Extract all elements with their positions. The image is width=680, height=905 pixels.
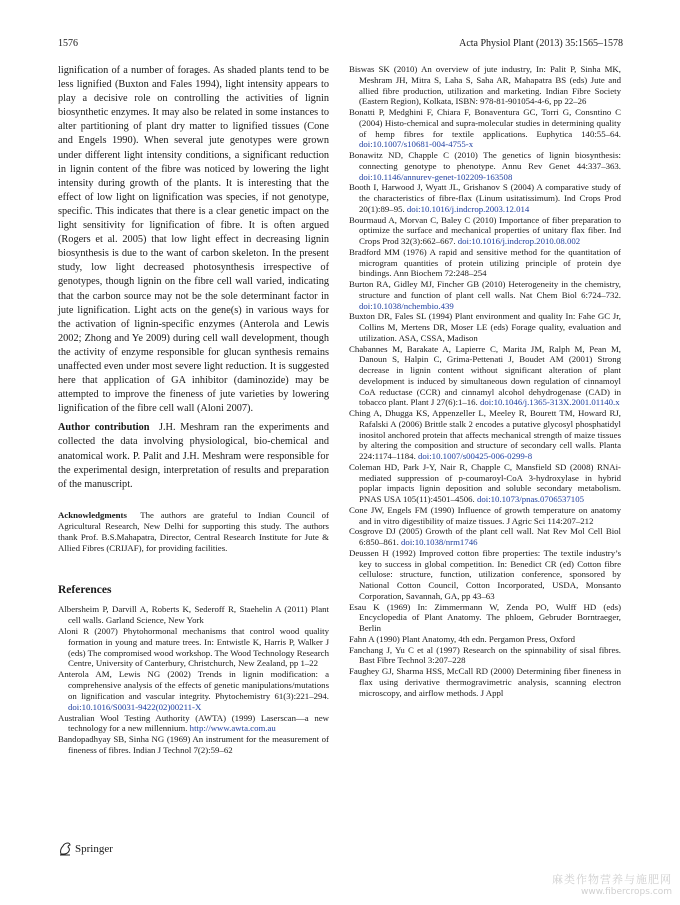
reference-text: Bonatti P, Medghini F, Chiara F, Bonaventura GC, Torri G, Consntino C (2004) Histo-chemical and supra-molecular studies in determining quality of hemp fibres for textile applications. Euphytica 140:55–64. bbox=[349, 107, 621, 139]
page-number: 1576 bbox=[58, 38, 78, 49]
reference-text: Booth I, Harwood J, Wyatt JL, Grishanov S (2004) A comparative study of the characteristics of fibre-flax (Linum usitatissimum). Ind Crops Prod 20(1):89–95. bbox=[349, 182, 621, 214]
reference-text: Aloni R (2007) Phytohormonal mechanisms that control wood quality formation in young and mature trees. In: Entwistle K, Harris P, Walker J (eds) The compromised wood workshop. The Wood Technology Research Centre, University of Canterbury, Christchurch, New Zealand, pp 1–22 bbox=[58, 625, 329, 669]
reference-text: Fanchang J, Yu C et al (1997) Research on the spinnability of sisal fibres. Bast Fibre Technol 3:207–228 bbox=[349, 644, 621, 666]
reference-text: Bourmaud A, Morvan C, Baley C (2010) Importance of fiber preparation to optimize the surface and mechanical properties of unitary flax fiber. Ind Crops Prod 32(3):662–667. bbox=[349, 214, 621, 246]
reference-entry bbox=[349, 150, 621, 182]
springer-logo bbox=[58, 841, 113, 856]
reference-doi-link[interactable]: http://www.awta.com.au bbox=[189, 723, 276, 734]
reference-doi-link[interactable]: doi:10.1007/s00425-006-0299-8 bbox=[417, 451, 533, 461]
references-heading: References bbox=[58, 584, 112, 597]
author-contribution-label: Author contribution bbox=[58, 422, 150, 434]
watermark-url: www.fibercrops.com bbox=[581, 887, 672, 897]
reference-doi-link[interactable]: doi:10.1046/j.1365-313X.2001.01140.x bbox=[479, 397, 620, 408]
reference-entry bbox=[349, 666, 621, 698]
references-list-right bbox=[349, 64, 621, 698]
running-head: Acta Physiol Plant (2013) 35:1565–1578 bbox=[459, 38, 623, 49]
acknowledgments bbox=[58, 510, 329, 554]
reference-text: Cone JW, Engels FM (1990) Influence of growth temperature on anatomy and in vitro digestibility of maize tissues. J Agric Sci 114:207–212 bbox=[349, 504, 621, 526]
reference-text: Bandopadhyay SB, Sinha NG (1969) An instrument for the measurement of fineness of fibres. Indian J Technol 7(2):59–62 bbox=[58, 734, 329, 756]
reference-text: Biswas SK (2010) An overview of jute industry, In: Palit P, Sinha MK, Meshram JH, Mitra S, Laha S, Saha AR, Mahapatra BS (eds) Jute and allied fibre production, utilization and marketing. Indian Fibre Society (Eastern Region), Kolkata, ISBN: 978-81-901054-4-6, pp 22–26 bbox=[349, 64, 621, 107]
reference-text: Faughey GJ, Sharma HSS, McCall RD (2000) Determining fiber fineness in flax using derivative thermogravimetric analysis, scanning electron microscopy, and airflow methods. J Appl bbox=[349, 666, 621, 698]
reference-entry bbox=[58, 713, 329, 735]
reference-doi-link[interactable]: doi:10.1038/nrm1746 bbox=[401, 537, 478, 547]
reference-text: Coleman HD, Park J-Y, Nair R, Chapple C, Mansfield SD (2008) RNAi-mediated suppression of p-coumaroyl-CoA 3-hydroxylase in hybrid poplar impacts lignin deposition and soluble secondary metabolism. PNAS USA 105(11):4501–4506. bbox=[349, 461, 621, 504]
reference-text: Albersheim P, Darvill A, Roberts K, Sederoff R, Staehelin A (2011) Plant cell walls. Garland Science, New York bbox=[58, 604, 329, 626]
reference-entry bbox=[349, 526, 621, 548]
reference-entry bbox=[349, 279, 621, 311]
reference-text: Chabannes M, Barakate A, Lapierre C, Marita JM, Ralph M, Pean M, Danoun S, Halpin C, Grima-Pettenati J, Boudet AM (2001) Strong decrease in lignin content without significant alteration of plant development is induced by simultaneous down regulation of cinnamoyl CoA reductase (CCR) and cinnamyl alcohol dehydrogenase (CAD) in tobacco plant. Plant J 27(6):1–16. bbox=[349, 343, 621, 408]
reference-text: Deussen H (1992) Improved cotton fibre properties: The textile industry’s key to success in global competition. In: Benedict CR (ed) Cotton fibre cellulose: structure, function, utilization conference, sponsored by National Cotton Council, Cotton Incorporated, USDA, Monsanto Corporation, Savannah, GA, pp 43–63 bbox=[349, 547, 621, 601]
reference-entry bbox=[349, 505, 621, 527]
left-column bbox=[58, 64, 329, 756]
reference-text: Bradford MM (1976) A rapid and sensitive method for the quantitation of microgram quantities of protein utilizing principle of protein dye bindings. Ann Biochem 72:248–254 bbox=[349, 246, 621, 279]
reference-entry bbox=[58, 626, 329, 669]
right-column bbox=[349, 64, 621, 698]
springer-label: Springer bbox=[75, 842, 113, 855]
reference-entry bbox=[349, 107, 621, 150]
watermark bbox=[552, 871, 672, 897]
reference-entry bbox=[349, 311, 621, 343]
watermark-cn: 麻类作物营养与施肥网 bbox=[552, 873, 672, 886]
reference-entry bbox=[349, 634, 621, 645]
springer-horse-icon bbox=[58, 841, 72, 856]
reference-text: Fahn A (1990) Plant Anatomy, 4th edn. Pergamon Press, Oxford bbox=[349, 633, 576, 644]
reference-doi-link[interactable]: doi:10.1007/s10681-004-4755-x bbox=[359, 139, 474, 150]
reference-entry bbox=[349, 548, 621, 602]
reference-text: Buxton DR, Fales SL (1994) Plant environment and quality In: Fahe GC Jr, Collins M, Mertens DR, Moser LE (eds) Forage quality, evaluation and utilization. ASA, CSSA, Madison bbox=[349, 311, 621, 343]
acknowledgments-text: The authors are grateful to Indian Council of Agricultural Research, New Delhi for supporting this study. The authors thank Prof. B.S.Mahapatra, Director, Central Research Institute for Jute & Allied Fibres (CRIJAF), for providing facilities. bbox=[58, 509, 329, 554]
reference-doi-link[interactable]: doi:10.1016/j.indcrop.2003.12.014 bbox=[406, 203, 530, 214]
reference-text: Cosgrove DJ (2005) Growth of the plant cell wall. Nat Rev Mol Cell Biol 6:850–861. bbox=[349, 526, 621, 547]
reference-entry bbox=[349, 247, 621, 279]
author-contribution-text: J.H. Meshram ran the experiments and collected the data involving physiological, bio-chemical and anatomical work. P. Palit and J.H. Meshram were responsible for the experimental design, interpretation of results and preparation of the manuscript. bbox=[58, 422, 329, 490]
reference-doi-link[interactable]: doi:10.1038/nchembio.439 bbox=[359, 300, 454, 311]
reference-entry bbox=[349, 64, 621, 107]
reference-entry bbox=[349, 408, 621, 462]
reference-entry bbox=[349, 602, 621, 634]
reference-doi-link[interactable]: doi:10.1146/annurev-genet-102209-163508 bbox=[359, 171, 513, 182]
reference-text: Burton RA, Gidley MJ, Fincher GB (2010) Heterogeneity in the chemistry, structure and function of plant cell walls. Nat Chem Biol 6:724–732. bbox=[349, 279, 621, 300]
acknowledgments-label: Acknowledgments bbox=[58, 509, 127, 520]
reference-entry bbox=[58, 604, 329, 626]
reference-entry bbox=[58, 669, 329, 712]
reference-doi-link[interactable]: doi:10.1016/j.indcrop.2010.08.002 bbox=[457, 236, 581, 246]
reference-entry bbox=[349, 462, 621, 505]
reference-entry bbox=[58, 734, 329, 756]
reference-entry bbox=[349, 645, 621, 667]
author-contribution bbox=[58, 421, 329, 491]
reference-text: Esau K (1969) In: Zimmermann W, Zenda PO, Wulff HD (eds) Encyclopedia of Plant Anatomy. The phloem, Gebruder Borntraeger, Berlin bbox=[349, 601, 621, 633]
reference-entry bbox=[349, 344, 621, 409]
references-list-left bbox=[58, 604, 329, 756]
reference-text: Australian Wool Testing Authority (AWTA) (1999) Laserscan—a new technology for a new millennium. bbox=[58, 712, 329, 734]
reference-doi-link[interactable]: doi:10.1073/pnas.0706537105 bbox=[476, 494, 584, 504]
reference-entry bbox=[349, 182, 621, 214]
reference-text: Bonawitz ND, Chapple C (2010) The genetics of lignin biosynthesis: connecting genotype to phenotype. Annu Rev Genet 44:337–363. bbox=[349, 150, 621, 171]
body-paragraph: lignification of a number of forages. As shaded plants tend to be less lignified (Buxton and Fales 1994), light intensity appears to play a decisive role on controlling the activities of lignin biosynthetic enzymes. It may also be related in some instances to alter partitioning of plant dry matter to lignified tissues (Cone and Engels 1990). When several jute genotypes were grown under different light intensity conditions, a significant reduction in lignin content of the fibre was noticed by lowering the light intensity during growth of the plants. It is interesting that the effect of low light on lignification was species, if not genotype, specific. This indicates that there is a clear genetic impact on the light sensitivity for lignification of fibre. It is often argued (Rogers et al. 2005) that low light effect in decreasing lignin biosynthesis is due to the want of carbon skeleton. In the present study, low light decreased photosynthesis irrespective of genotypes, though lignin on the fibre cell wall varied, indicating that the carbon source may not be the sole determinant factor in jute lignification. Light acts on the gene(s) in various ways for the activation of lignin-specific enzymes (Anterola and Lewis 2002; Zhong and Ye 2009) during cell wall development, though the activity of enzyme responsible for glucan synthesis remains unaffected even under most severe light reduction. It is suggested here that application of GA inhibitor (daminozide) may be attempted to improve the fineness of jute varieties by lowering lignification of the fibre cell wall (Aloni 2007). bbox=[58, 65, 329, 415]
reference-doi-link[interactable]: doi:10.1016/S0031-9422(02)00211-X bbox=[68, 701, 202, 712]
reference-text: Anterola AM, Lewis NG (2002) Trends in lignin modification: a comprehensive analysis of the effects of genetic manipulations/mutations on lignification and vascular integrity. Phytochemistry 61(3):221–294. bbox=[58, 669, 329, 701]
reference-text: Ching A, Dhugga KS, Appenzeller L, Meeley R, Bourett TM, Howard RJ, Rafalski A (2006) Brittle stalk 2 encodes a putative glycosyl phosphatidyl inositol anchored protein that affects mechanical strength of maize tissues by altering the composition and structure of secondary cell walls. Planta 224:1174–1184. bbox=[349, 408, 621, 461]
reference-entry bbox=[349, 215, 621, 247]
